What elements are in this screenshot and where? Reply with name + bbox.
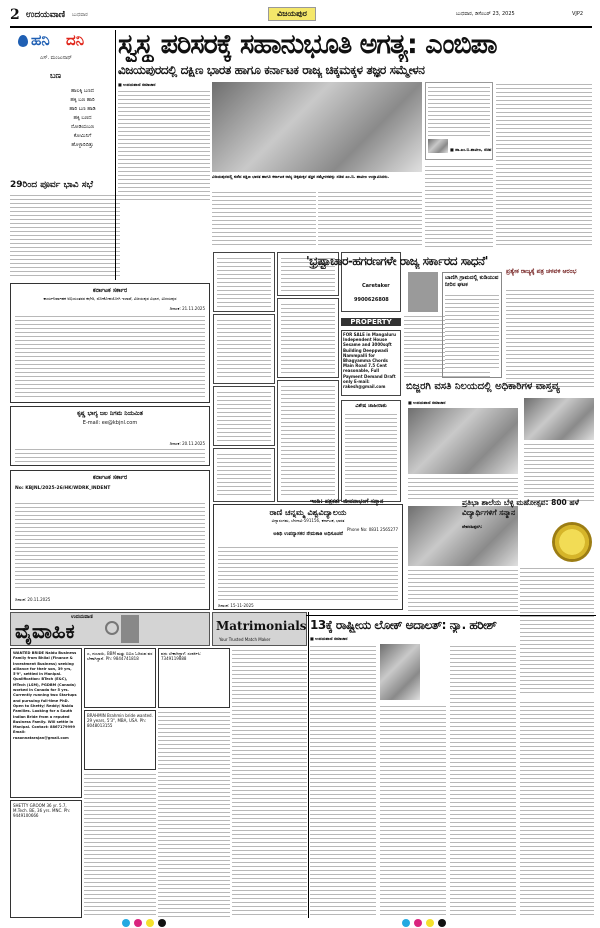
poem-line: ನೋಡಿಯಬಣ: [70, 124, 95, 130]
drop-icon: [18, 35, 28, 47]
poem-line: ಕೋಮಿನಿಗೆ: [73, 133, 92, 139]
main-body-1: [118, 89, 210, 203]
notice2-email: E-mail: ee@kbjnl.com: [82, 420, 138, 426]
hanidani-byline: ಎಸ್. ಮಂಜುನಾಥ್: [40, 55, 72, 61]
notice1-body: [15, 314, 205, 400]
students-dateline: ದೇವರಹಿಪ್ಪರಗಿ:: [462, 524, 483, 529]
matrimonial-tagline: Your Trusted Match Maker: [219, 637, 271, 642]
main-body-3: [318, 190, 422, 248]
classified: [277, 380, 339, 502]
page-code: VJP2: [572, 11, 584, 17]
notice1-subtitle: ಕಾರ್ಯನಿರ್ವಾಹಕ ಅಭಿಯಂತರರ ಕಛೇರಿ, ಲೋಕೋಪಯೋಗಿ ಇಲಾಖೆ, ವಿಜಯಪುರ ವಿಭಾಗ, ವಿಜಯಪುರ: [43, 296, 177, 301]
magenta-mark: [134, 919, 142, 927]
adalat-body-3: [450, 644, 516, 918]
college-logo: [552, 522, 592, 562]
notice3-body: [15, 501, 205, 591]
adalat-dateline: ■ ಉದಯವಾಣಿ ಸಮಾಚಾರ: [310, 636, 348, 641]
notice3-tender: No: KBJNL/2025-26/HK/WDRK_INDENT: [15, 486, 111, 491]
poem-line: ಹಾಲಕ್ಕಿ ಬಣದ: [70, 88, 95, 94]
university-phone: Phone No: 0831 2565277: [347, 527, 398, 532]
registration-marks: [0, 918, 600, 928]
notice2-body: [15, 447, 205, 463]
matrimonial-brand: ಉದಯವಾಣಿ: [71, 614, 93, 620]
hostel-photo-2: [524, 398, 594, 440]
govt-notice-2: [10, 406, 210, 466]
classified: [213, 448, 275, 502]
classifieds-col-a: [213, 252, 275, 502]
main-body-5: [496, 82, 592, 248]
matrimonial-ads: [10, 648, 307, 918]
matrimonial-ad-filler: [158, 710, 230, 918]
plan-headline: ಪ್ರತ್ಯೇಕ ರಾಜ್ಯಕ್ಕೆ ಪತ್ರ ಚಳವಳಿ ಆರಂಭ: [506, 268, 577, 275]
black-mark: [158, 919, 166, 927]
main-body-4: [425, 164, 493, 248]
page-header: [10, 6, 592, 24]
university-date: ದಿನಾಂಕ: 15-11-2025: [218, 603, 254, 608]
matrimonial-ad-text: WANTED BRIDE Naidu Business Family from Bhilai (Finance & Investment Business) seeking alliance for their son, 39 yrs, 5'9", settled in Manipal. Qualification: BTech (E&C), MTech (LSM), PGDBM (Canada) worked in Canada for 5 yrs. Currently running two Startups and pursuing full-time PhD. Open to Shetty/ Reddy/ Naidu Families. Looking for a South Indian Bride from a reputed Business Family. Will settle in Manipal. Contact: 8867179999 Email: raaonnatarajan@gmail.com: [13, 651, 77, 740]
water-box: [442, 272, 502, 378]
classified: [213, 252, 275, 312]
main-subhead: ವಿಜಯಪುರದಲ್ಲಿ ದಕ್ಷಿಣ ಭಾರತ ಹಾಗೂ ಕರ್ನಾಟಕ ರಾಜ್ಯ ಚಿಕ್ಕಮಕ್ಕಳ ತಜ್ಞರ ಸಮ್ಮೇಳನ: [118, 63, 425, 77]
hanidani-title-a: ಹನಿ: [31, 31, 50, 49]
column-rule: [308, 612, 309, 918]
matrimonial-ad: [10, 800, 82, 918]
classifieds-col-c: [341, 252, 401, 502]
govt-notice-3: [10, 470, 210, 610]
left-story-body: [10, 193, 120, 277]
hostel-headline: ಬಿಜ್ಜರಗಿ ವಸತಿ ನಿಲಯದಲ್ಲಿ ಅಧಿಕಾರಿಗಳ ವಾಸ್ತವ್ಯ: [406, 381, 560, 392]
left-story: [10, 180, 120, 280]
matrimonial-banner-2: [212, 612, 307, 646]
award-body: [408, 568, 518, 614]
water-headline: ಬಾಣಿಗಿ ಗ್ರಾಮದಲ್ಲಿ ಕುಡಿಯುವ ನೀರಿನ ಘಟಕ: [445, 275, 499, 288]
poem-line: ಹಕ್ಕಿ ಬಣದ: [73, 115, 92, 121]
paper-name: ಉದಯವಾಣಿ: [26, 10, 66, 20]
yellow-mark: [146, 919, 154, 927]
caretaker-label: Caretaker: [362, 283, 390, 289]
main-photo: [212, 82, 422, 172]
quote-attribution: ■ ಡಾ.ಎಂ.ಬಿ.ಪಾಟೀಲ, ಸಚಿವ: [450, 147, 492, 152]
matrimonial-ad-filler: [232, 648, 307, 918]
cyan-mark: [122, 919, 130, 927]
edition-tag: ವಿಜಯಪುರ: [268, 7, 316, 21]
classified: [277, 298, 339, 378]
matrimonial-ad: [10, 648, 82, 798]
hanidani-logo: [18, 31, 106, 51]
adalat-photo: [380, 644, 420, 700]
notice1-title: ಕರ್ನಾಟಕ ಸರ್ಕಾರ: [92, 287, 128, 294]
adalat-body-2: [380, 704, 446, 918]
main-dateline: ■ ಉದಯವಾಣಿ ಸಮಾಚಾರ: [118, 82, 156, 87]
classified-notice-head: ವಿಶೇಷ ಜಾಹೀರಾತು: [355, 403, 387, 409]
matrimonial-banner: [10, 612, 210, 646]
hostel-photo: [408, 408, 518, 474]
matrimonial-photo: [121, 615, 139, 643]
matrimonial-ad-text: BRAHMIN Brahmin bride wanted. 29 years, 5'3", MBA, USA. Ph: 8048013155: [87, 713, 153, 728]
magenta-mark: [414, 919, 422, 927]
notice2-title: ಕೃಷ್ಣ ಭಾಗ್ಯ ಜಲ ನಿಗಮ ನಿಯಮಿತ: [77, 410, 143, 417]
hanidani-poem-head: ಬಣ: [50, 71, 62, 80]
notice3-date: ದಿನಾಂಕ: 20.11.2025: [15, 597, 51, 602]
section-rule: [306, 615, 596, 616]
adalat-body-4: [520, 700, 594, 918]
matrimonial-english: Matrimonials: [216, 619, 307, 633]
poem-line: ಹಾರಿ ಬಣ ಹಾಡಿ: [69, 106, 96, 112]
govt-notice-1: [10, 283, 210, 403]
caretaker-phone: 9900626808: [354, 297, 389, 303]
hostel-body-2: [524, 442, 594, 502]
classifieds-col-b: [277, 252, 339, 502]
notice1-ref: ದಿನಾಂಕ: 21.11.2025: [169, 306, 205, 311]
classified: [213, 314, 275, 384]
hanidani-box: [10, 31, 110, 179]
main-headline: ಸ್ವಸ್ಥ ಪರಿಸರಕ್ಕೆ ಸಹಾನುಭೂತಿ ಅಗತ್ಯ: ಎಂಬಿಪಾ: [118, 29, 497, 60]
bjp-headline: 'ಭ್ರಷ್ಟಾಚಾರ-ಹಗರಣಗಳೇ ರಾಜ್ಯ ಸರ್ಕಾರದ ಸಾಧನೆ': [306, 254, 488, 268]
poem-line: ಹಕ್ಕಿ ಬಣ ಹಾರಿ: [70, 97, 95, 103]
matrimonial-kannada: ವೈವಾಹಿಕ: [15, 619, 75, 643]
left-story-headline: 29ರಿಂದ ಪೂರ್ವ ಭಾವಿ ಸಭೆ: [10, 180, 94, 190]
matrimonial-ad-text: ಎ, ದುಬಾಯಿ, BBM ಮತ್ತು ಬಿಬಿಎ ಓದಿರುವ ವರ ಬೇಕಾಗಿದ್ದಾನೆ. Ph: 9844741818: [87, 651, 153, 661]
university-notice: [213, 504, 403, 610]
students-headline: ಪ್ರತಿಭಾ ಶಾಲೆಯ ಬೆಳ್ಳಿ ಮಹೋತ್ಸವ: 800 ಹಳೆ ವಿದ್ಯಾರ್ಥಿಗಳಿಗೆ ಸನ್ಮಾನ: [462, 498, 579, 517]
university-body: [218, 545, 398, 601]
cyan-mark: [402, 919, 410, 927]
university-title: ರಾಣಿ ಚನ್ನಮ್ಮ ವಿಶ್ವವಿದ್ಯಾಲಯ: [269, 508, 347, 517]
for-sale-ad: FOR SALE in Mangaluru Independent House Sesame and 3000sqft Building Deeppwadi Nammpalli for Bhagyamma Chords Main Road 7.5 Cent reasonable, Full Payment Demand Draft only E-mail: rakesh@gmail.com: [341, 330, 401, 396]
hanidani-title-b: ದನಿ: [66, 31, 85, 49]
matrimonial-ad-text: SHETTY GROOM 36 yr. 5.7, M.Tech. BE, 36 yrs. MNC. Ph: 9449100666: [13, 803, 71, 818]
main-caption: ವಿಜಯಪುರದಲ್ಲಿ ನಡೆದ ದಕ್ಷಿಣ ಭಾರತ ಹಾಗೂ ಕರ್ನಾಟಕ ರಾಜ್ಯ ಚಿಕ್ಕಮಕ್ಕಳ ತಜ್ಞರ ಸಮ್ಮೇಳನವನ್ನು ಸಚಿವ ಎಂ.ಬಿ. ಪಾಟೀಲ ಉದ್ಘಾಟಿಸಿದರು.: [212, 174, 390, 179]
matrimonial-ad: [84, 648, 156, 708]
poem-line: ಹೊಳ್ಳಾರಿದಿತ್ತು: [71, 142, 94, 148]
award-headline: ಇಂಡಿ: ಪತ್ರಕರ್ತ ಜೀವನಾಭಂಗೆ ಸನ್ಮಾನ: [310, 498, 384, 505]
quote-photo: [428, 139, 448, 153]
page-number: 2: [10, 7, 20, 23]
property-label: PROPERTY: [341, 318, 401, 326]
university-sub: ವಿದ್ಯಾಸಂಗಮ, ಬೆಳಗಾವಿ-591156, ಕರ್ನಾಟಕ, ಭಾರತ: [271, 518, 345, 523]
yellow-mark: [426, 919, 434, 927]
header-date: ಬುಧವಾರ, ಡಿಸೆಂಬರ್ 23, 2025: [456, 11, 515, 17]
hanidani-poem: [55, 87, 110, 150]
matrimonial-ad: [84, 710, 156, 770]
water-body: [445, 293, 499, 371]
adalat-body-1: [310, 644, 376, 918]
classified: [213, 386, 275, 446]
matrimonial-ad: [158, 648, 230, 708]
plan-body: [506, 288, 594, 388]
bjp-photo: [408, 272, 438, 312]
quote-box: [425, 82, 493, 160]
column-rule: [115, 30, 116, 280]
rings-icon: [105, 621, 119, 635]
main-story-col1: [118, 82, 210, 202]
university-notice-title: ಅತಿಥಿ ಉಪನ್ಯಾಸಕರ ನೇಮಕಾತಿ ಅಧಿಸೂಚನೆ: [273, 531, 343, 537]
notice3-title: ಕರ್ನಾಟಕ ಸರ್ಕಾರ: [92, 474, 128, 481]
matrimonial-ad-text: ವಧು ಬೇಕಾಗಿದ್ದಾಳೆ: ಸಂಪರ್ಕಿಸಿ: 7349119888: [161, 651, 202, 661]
notice2-ref: ದಿನಾಂಕ: 20.11.2025: [169, 441, 205, 446]
quote-text: [428, 85, 490, 137]
hostel-dateline: ■ ಉದಯವಾಣಿ ಸಮಾಚಾರ: [408, 400, 446, 405]
main-body-2: [212, 190, 316, 248]
black-mark: [438, 919, 446, 927]
matrimonial-ad-filler: [84, 772, 156, 918]
adalat-headline: 13ಕ್ಕೆ ರಾಷ್ಟ್ರೀಯ ಲೋಕ್ ಅದಾಲತ್: ನ್ಯಾ. ಹರೀಶ್: [310, 618, 497, 632]
paper-sub: ಬುಧವಾರ: [72, 12, 88, 18]
classified: [341, 400, 401, 502]
